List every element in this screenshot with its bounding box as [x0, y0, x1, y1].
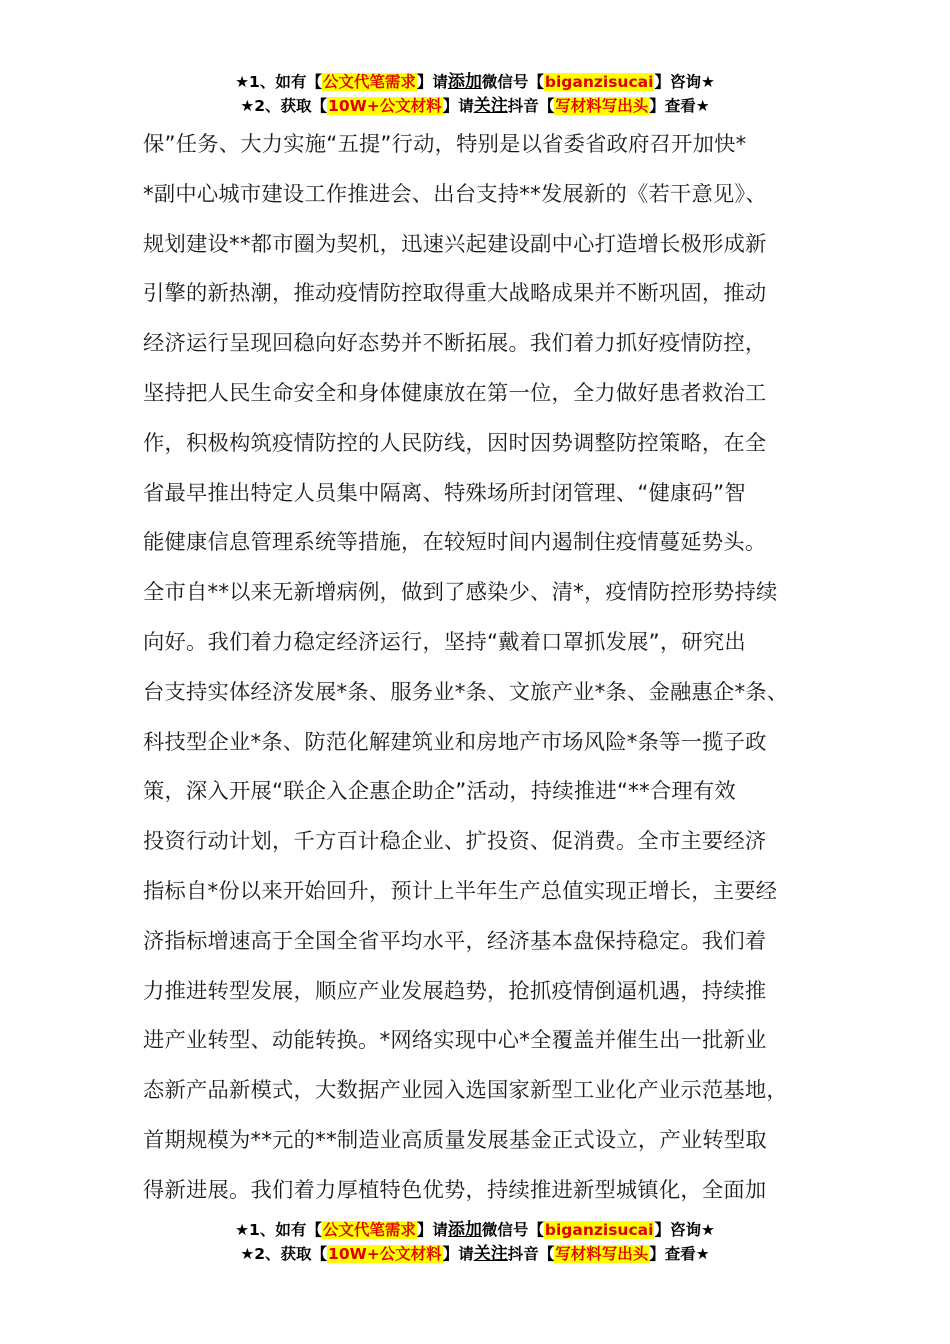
body-line: 全市自**以来无新增病例，做到了感染少、清*，疫情防控形势持续: [143, 580, 778, 606]
banner-line-2: [0, 94, 950, 118]
banner-line-1: [0, 1218, 950, 1242]
body-line: 引擎的新热潮，推动疫情防控取得重大战略成果并不断巩固，推动: [143, 281, 767, 307]
document-body: [143, 120, 833, 1216]
banner-text: 】咨询★: [654, 1221, 715, 1239]
body-line: 台支持实体经济发展*条、服务业*条、文旅产业*条、金融惠企*条、: [143, 679, 789, 705]
douyin-highlight: 写材料写出头: [555, 1245, 649, 1263]
underlined-text: 添加: [447, 1220, 482, 1240]
header-banner: [0, 70, 950, 118]
highlight-text: 公文代笔需求: [322, 1221, 416, 1239]
banner-text: 】查看★: [649, 1245, 710, 1263]
banner-line-2: [0, 1242, 950, 1266]
underlined-text: 关注: [473, 1244, 508, 1264]
footer-banner: [0, 1218, 950, 1266]
body-line: 指标自*份以来开始回升，预计上半年生产总值实现正增长，主要经: [143, 878, 778, 904]
body-line: 规划建设**都市圈为契机，迅速兴起建设副中心打造增长极形成新: [143, 231, 767, 257]
underlined-text: 关注: [473, 96, 508, 116]
banner-text: 】请: [442, 97, 474, 115]
body-line: 保”任务、大力实施“五提”行动，特别是以省委省政府召开加快*: [143, 132, 747, 157]
body-line: 经济运行呈现回稳向好态势并不断拓展。我们着力抓好疫情防控，: [143, 331, 767, 357]
banner-text: ★2、获取【: [240, 97, 328, 115]
body-line: 作，积极构筑疫情防控的人民防线，因时因势调整防控策略，在全: [143, 430, 767, 456]
body-line: 投资行动计划，千方百计稳企业、扩投资、促消费。全市主要经济: [143, 829, 767, 855]
banner-text: 】请: [442, 1245, 474, 1263]
underlined-text: 添加: [447, 72, 482, 92]
highlight-text: 10W+公文材料: [328, 1245, 442, 1263]
banner-text: ★1、如有【: [235, 1221, 322, 1239]
highlight-text: 10W+公文材料: [328, 97, 442, 115]
body-line: 济指标增速高于全国全省平均水平，经济基本盘保持稳定。我们着: [143, 928, 767, 954]
body-line: 向好。我们着力稳定经济运行，坚持“戴着口罩抓发展”，研究出: [143, 629, 746, 655]
body-line: 进产业转型、动能转换。*网络实现中心*全覆盖并催生出一批新业: [143, 1028, 767, 1054]
banner-text: 微信号【: [481, 73, 544, 91]
douyin-highlight: 写材料写出头: [555, 97, 649, 115]
banner-text: ★2、获取【: [240, 1245, 328, 1263]
banner-text: 微信号【: [481, 1221, 544, 1239]
banner-text: 抖音【: [507, 1245, 555, 1263]
body-line: 能健康信息管理系统等措施，在较短时间内遏制住疫情蔓延势头。: [143, 530, 767, 556]
banner-line-1: [0, 70, 950, 94]
banner-text: 】查看★: [649, 97, 710, 115]
banner-text: ★1、如有【: [235, 73, 322, 91]
body-line: 省最早推出特定人员集中隔离、特殊场所封闭管理、“健康码”智: [143, 480, 746, 506]
highlight-text: 公文代笔需求: [322, 73, 416, 91]
body-line: 得新进展。我们着力厚植特色优势，持续推进新型城镇化，全面加: [143, 1177, 767, 1203]
banner-text: 】请: [416, 73, 448, 91]
body-line: 态新产品新模式，大数据产业园入选国家新型工业化产业示范基地，: [143, 1078, 788, 1104]
body-line: 策，深入开展“联企入企惠企助企”活动，持续推进“**合理有效: [143, 779, 736, 805]
body-line: 坚持把人民生命安全和身体健康放在第一位，全力做好患者救治工: [143, 380, 767, 406]
wechat-id-highlight: biganzisucai: [544, 73, 654, 91]
body-line: 科技型企业*条、防范化解建筑业和房地产市场风险*条等一揽子政: [143, 729, 767, 755]
body-line: *副中心城市建设工作推进会、出台支持**发展新的《若干意见》、: [143, 181, 767, 207]
banner-text: 抖音【: [507, 97, 555, 115]
banner-text: 】咨询★: [654, 73, 715, 91]
body-line: 力推进转型发展，顺应产业发展趋势，抢抓疫情倒逼机遇，持续推: [143, 978, 767, 1004]
body-line: 首期规模为**元的**制造业高质量发展基金正式设立，产业转型取: [143, 1127, 767, 1153]
banner-text: 】请: [416, 1221, 448, 1239]
wechat-id-highlight: biganzisucai: [544, 1221, 654, 1239]
